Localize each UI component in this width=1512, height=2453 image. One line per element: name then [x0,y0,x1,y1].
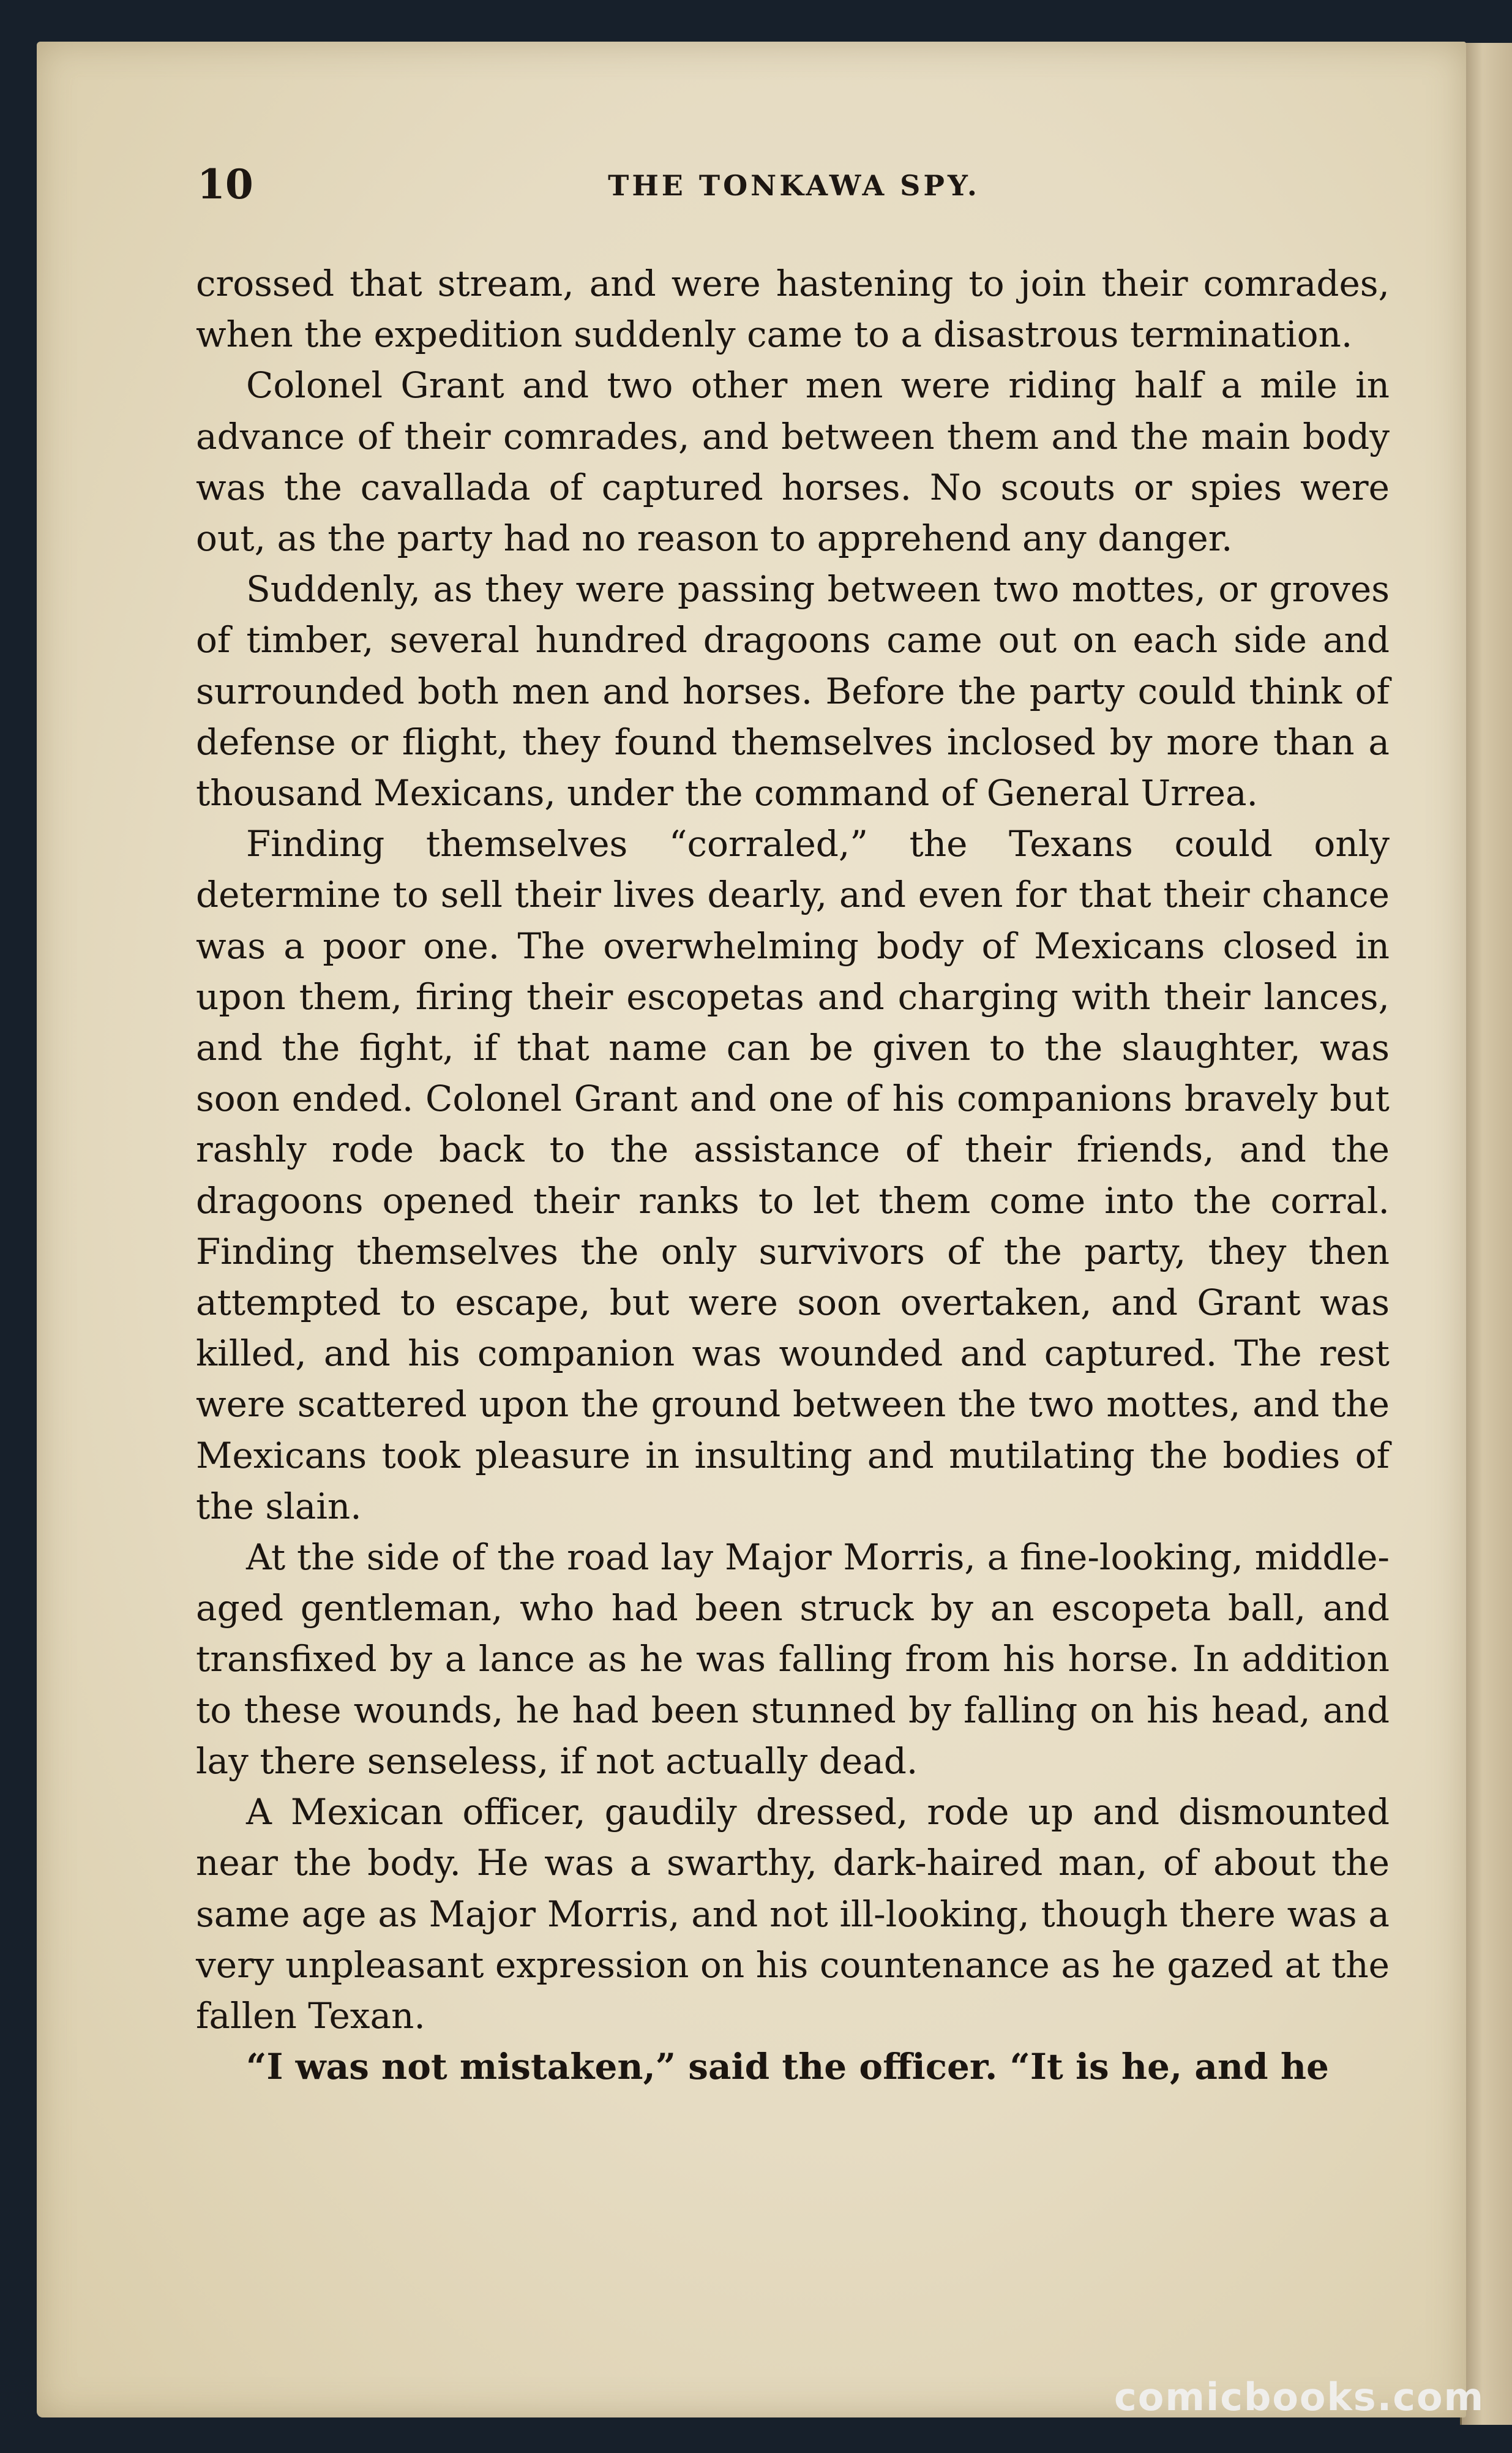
watermark: comicbooks.com [1114,2375,1485,2419]
paragraph: Colonel Grant and two other men were riding half a mile in advance of their comrades, and between them and the main body was the cavallada of captured horses. No scouts or spies were out, as the party had no reason to apprehend any danger. [196,364,1390,560]
paragraph: Suddenly, as they were passing between two mottes, or groves of timber, several hundred dragoons came out on each side and surrounded both men and horses. Before the party could think of defense or flight, they found themselves inclosed by more than a thousand Mexicans, under the command of General Urrea. [196,568,1390,814]
page-header [197,160,1391,209]
adjacent-page-edge [1460,43,1512,2425]
running-head: THE TONKAWA SPY. [608,169,980,202]
paragraph: Finding themselves “corraled,” the Texans could only determine to sell their lives dearly, and even for that their chance was a poor one. The overwhelming body of Mexicans closed in upon them, firing their escopetas and charging with their lances, and the fight, if that name can be given to the slaughter, was soon ended. Colonel Grant and one of his companions bravely but rashly rode back to the assistance of their friends, and the dragoons opened their ranks to let them come into the corral. Finding themselves the only survivors of the party, they then attempted to escape, but were soon overtaken, and Grant was killed, and his companion was wounded and captured. The rest were scattered upon the ground between the two mottes, and the Mexicans took pleasure in insulting and mutilating the bodies of the slain. [196,823,1390,1527]
paragraph: crossed that stream, and were hastening to join their comrades, when the expedition suddenly came to a disastrous termination. [196,263,1390,356]
page-number: 10 [197,160,253,208]
body-text [196,258,1390,2092]
paragraph: At the side of the road lay Major Morris, a fine-looking, middle-aged gentleman, who had been struck by an escopeta ball, and transfixed by a lance as he was falling from his horse. In addition to these wounds, he had been stunned by falling on his head, and lay there senseless, if not actually dead. [196,1536,1390,1782]
paragraph: A Mexican officer, gaudily dressed, rode up and dismounted near the body. He was a swarthy, dark-haired man, of about the same age as Major Morris, and not ill-looking, though there was a very unpleasant expression on his countenance as he gazed at the fallen Texan. [196,1791,1390,2037]
paragraph: “I was not mistaken,” said the officer. “It is he, and he [246,2046,1329,2088]
